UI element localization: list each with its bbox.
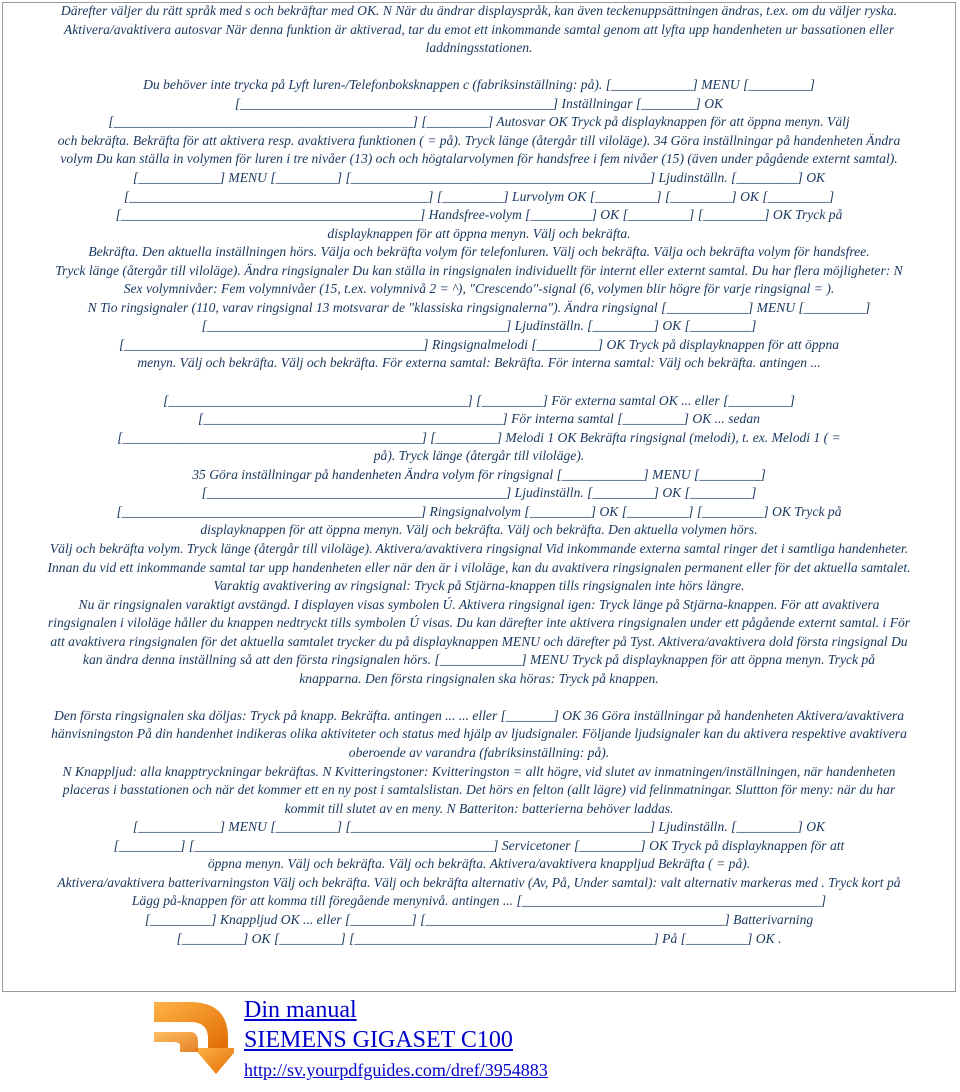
text-line: volym Du kan ställa in volymen för luren i tre nivåer (13) och och högtalarvolymen för handsfree i fem nivåer (15) (även under pågående externt samtal). — [60, 151, 898, 167]
text-line: Den första ringsignalen ska döljas: Tryck på knapp. Bekräfta. antingen ... ... eller [_______] OK 36 Göra inställningar på handenheten Aktivera/avaktivera — [53, 707, 905, 723]
text-line: Innan du vid ett inkommande samtal tar upp handenheten eller när den är i viloläge, kan du avaktivera ringsignalen permanent eller för det aktuella samtalet. — [47, 559, 911, 575]
text-line: menyn. Välj och bekräfta. Välj och bekräfta. För externa samtal: Bekräfta. För interna samtal: Välj och bekräfta. antingen ... — [137, 355, 821, 371]
text-line: [_________] Knappljud OK ... eller [_________] [____________________________________________] Batterivarning — [144, 911, 814, 927]
text-line: [____________________________________________] För interna samtal [_________] OK ... sedan — [198, 411, 760, 427]
text-line: [_________] OK [_________] [____________________________________________] På [_________] OK . — [176, 930, 782, 946]
text-line: [____________________________________________] [_________] Autosvar OK Tryck på displayknappen för att öppna menyn. Välj — [108, 114, 850, 130]
text-line: Varaktig avaktivering av ringsignal: Tryck på Stjärna-knappen tills ringsignalen inte hörs längre. — [213, 578, 745, 594]
text-line: Nu är ringsignalen varaktigt avstängd. I displayen visas symbolen Ú. Aktivera ringsignal igen: Tryck länge på Stjärna-knappen. För att avaktivera — [78, 596, 880, 612]
text-line: kommit till slutet av en meny. N Batteriton: batterierna behöver laddas. — [284, 800, 674, 816]
text-line: Bekräfta. Den aktuella inställningen hörs. Välja och bekräfta volym för telefonluren. Välj och bekräfta. Välja och bekräfta volym för handsfree. — [88, 244, 870, 260]
text-line: [______________________________________________] Inställningar [________] OK — [234, 95, 724, 111]
text-line: oberoende av varandra (fabriksinställning: på). — [348, 745, 610, 760]
text-line: att avaktivera ringsignalen för det aktuella samtalet trycker du på displayknappen MENU och därefter på Tyst. Aktivera/avaktivera dold första ringsignal Du — [50, 633, 908, 649]
text-line: [____________] MENU [_________] [____________________________________________] Ljudinställn. [_________] OK — [132, 169, 826, 185]
text-line: [_________] [____________________________________________] Servicetoner [_________] OK Tryck på displayknappen för att — [113, 837, 845, 853]
text-line: Aktivera/avaktivera autosvar När denna funktion är aktiverad, tar du emot ett inkommande samtal genom att lyfta upp handenheten ur bassationen eller — [63, 21, 895, 37]
orange-arrow-logo-icon — [150, 992, 234, 1081]
manual-link[interactable]: Din manual — [244, 997, 357, 1023]
text-line: Lägg på-knappen för att komma till föregående menynivå. antingen ... [____________________________________________] — [131, 893, 827, 909]
text-line: [____________________________________________] [_________] Melodi 1 OK Bekräfta ringsignal (melodi), t. ex. Melodi 1 ( = — [117, 429, 841, 445]
text-line: [____________________________________________] Ringsignalmelodi [_________] OK Tryck på displayknappen för att öppna — [118, 336, 840, 352]
text-line: Därefter väljer du rätt språk med s och bekräftar med OK. N När du ändrar displayspråk, kan även teckenuppsättningen ändras, t.ex. om du väljer ryska. — [60, 3, 898, 18]
url-link[interactable]: http://sv.yourpdfguides.com/dref/3954883 — [244, 1060, 548, 1080]
text-line: ringsignalen i viloläge håller du knappen nedtryckt tills symbolen Ú visas. Du kan därefter inte aktivera ringsignalen under ett pågående externt samtal. i För — [47, 615, 911, 631]
text-line: [____________________________________________] [_________] Lurvolym OK [_________] [_________] OK [_________] — [123, 188, 835, 204]
text-line: [____________________________________________] [_________] För externa samtal OK ... eller [_________] — [163, 392, 795, 408]
text-line: och bekräfta. Bekräfta för att aktivera resp. avaktivera funktionen ( = på). Tryck länge (återgår till viloläge). 34 Göra inställningar på handenheten Ändra — [57, 132, 901, 148]
text-line: kan ändra denna inställning så att den första ringsignalen hörs. [____________] MENU Tryck på displayknappen för att öppna menyn. Tryck på — [82, 652, 876, 668]
text-line: Tryck länge (återgår till viloläge). Ändra ringsignaler Du kan ställa in ringsignalen individuellt för internt eller externt samtal. Du har flera möjligheter: N — [55, 262, 903, 278]
text-line: [____________________________________________] Ljudinställn. [_________] OK [_________] — [201, 485, 757, 501]
text-line: Du behöver inte trycka på Lyft luren-/Telefonboksknappen c (fabriksinställning: på). [____________] MENU [_________] — [143, 77, 815, 93]
text-line: laddningsstationen. — [425, 40, 533, 56]
text-line: [____________________________________________] Ringsignalvolym [_________] OK [_________] [_________] OK Tryck på — [116, 503, 842, 519]
text-line: Aktivera/avaktivera batterivarningston Välj och bekräfta. Välj och bekräfta alternativ (Av, På, Under samtal): valt alternativ markeras med . Tryck kort på — [57, 874, 901, 890]
text-line: öppna menyn. Välj och bekräfta. Välj och bekräfta. Aktivera/avaktivera knappljud Bekräfta ( = på). — [207, 856, 751, 872]
text-line: displayknappen för att öppna menyn. Välj och bekräfta. — [327, 225, 631, 241]
text-line: 35 Göra inställningar på handenheten Ändra volym för ringsignal [____________] MENU [_________] — [192, 466, 766, 482]
text-line: N Tio ringsignaler (110, varav ringsignal 13 motsvarar de "klassiska ringsignalerna"). Ändra ringsignal [____________] MENU [_________] — [87, 299, 871, 315]
product-link[interactable]: SIEMENS GIGASET C100 — [244, 1027, 513, 1053]
text-line: Sex volymnivåer: Fem volymnivåer (15, t.ex. volymnivå 2 = ^), "Crescendo"-signal (6, volymen blir högre för varje ringsignal = ). — [123, 281, 835, 297]
text-line: N Knappljud: alla knapptryckningar bekräftas. N Kvitteringstoner: Kvitteringston = allt högre, vid slutet av inmatningen/inställningen, när handenheten — [62, 763, 896, 779]
text-line: på). Tryck länge (återgår till viloläge). — [373, 448, 585, 464]
text-line: hänvisningston På din handenhet indikeras olika aktiviteter och status med hjälp av ljudsignaler. Följande ljudsignaler kan du aktivera respektive avaktivera — [51, 726, 907, 742]
text-line: displayknappen för att öppna menyn. Välj och bekräfta. Välj och bekräfta. Den aktuella volymen hörs. — [200, 522, 758, 538]
text-line: placeras i basstationen och när det kommer ett en ny post i samtalslistan. Det hörs en felton (allt lägre) vid felinmatningar. Sluttton för meny: när du har — [62, 782, 896, 798]
text-line: [____________________________________________] Ljudinställn. [_________] OK [_________] — [201, 318, 757, 334]
text-line: [____________________________________________] Handsfree-volym [_________] OK [_________] [_________] OK Tryck på — [115, 207, 843, 223]
text-line: Välj och bekräfta volym. Tryck länge (återgår till viloläge). Aktivera/avaktivera ringsignal Vid inkommande externa samtal ringer det i samtliga handenheter. — [49, 540, 909, 556]
text-line: knapparna. Den första ringsignalen ska höras: Tryck på knappen. — [299, 670, 659, 686]
text-line: [____________] MENU [_________] [____________________________________________] Ljudinställn. [_________] OK — [132, 819, 826, 835]
